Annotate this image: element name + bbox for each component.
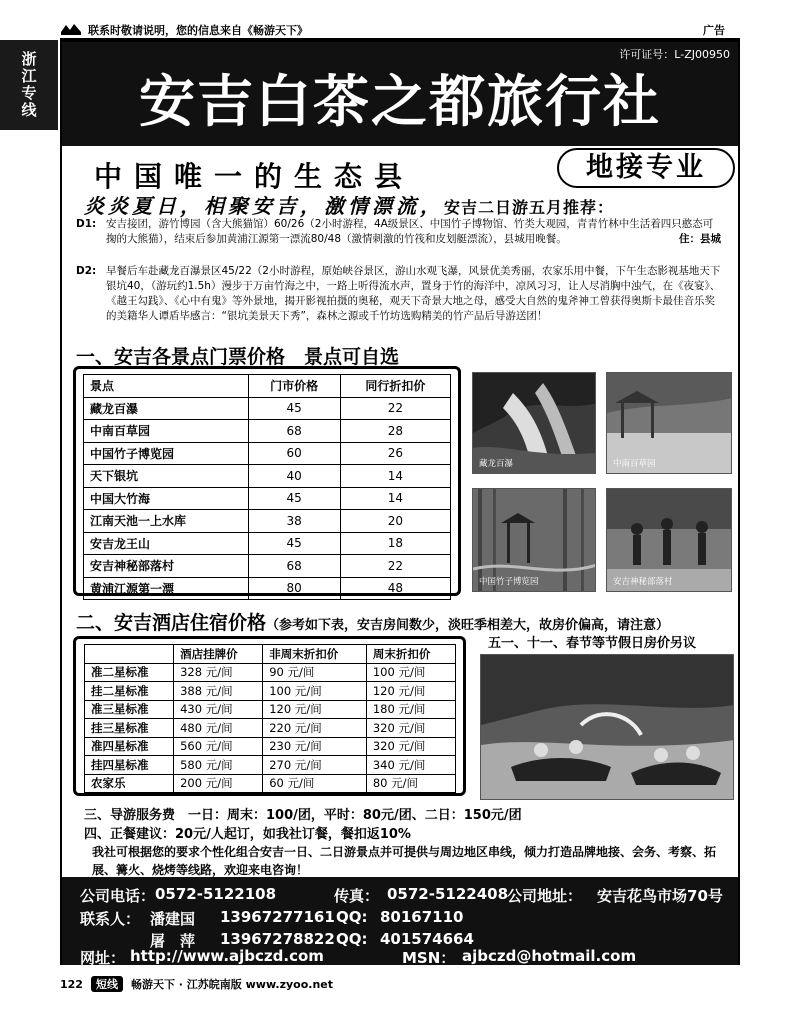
custom-tour-text: 我社可根据您的要求个性化组合安吉一日、二日游景点并可提供与周边地区串线，倾力打造品牌地接、会务、考察、拓展、篝火、烧烤等线路，欢迎来电咨询！ [92,845,717,877]
table-row [84,420,451,443]
day-text: 早餐后车赴藏龙百瀑景区45/22（2小时游程，原始峡谷景区，游山水观飞瀑，风景优美秀丽，农家乐用中餐，下午生态影视基地天下银坑40，（游玩约1.5h）漫步于万亩竹海之中，一路上听得流水声，置身于竹的海洋中，凉风习习，让人尽消胸中浊气，在《夜宴》、《越王勾践》、《心中有鬼》等外景地，揭开影视拍摄的奥秘，观天下奇景大地之母，感受大自然的鬼斧神工曾获得奥斯卡最佳音乐奖的美籍华人谭盾毕感言：“银坑美景天下秀”，森林之源或千竹坊选购精美的竹产品后导游送团！ [106,265,721,322]
contact-name-1: 潘建国 [150,910,196,928]
weekday-price: 220 元/间 [263,719,367,738]
retail-price: 60 [248,442,340,465]
table-row [84,555,451,578]
table-row [84,487,451,510]
weekend-price: 320 元/间 [366,737,455,756]
address-label: 公司地址： [507,887,583,905]
section-tickets-title: 一、安吉各景点门票价格 景点可自选 [76,346,400,368]
guide-fee: 三、导游服务费 一日：周末：100/团，平时：80元/团、二日：150元/团 [84,808,522,823]
slogan-summer-text: 炎炎夏日，相聚安吉，激情漂流， [84,194,444,218]
ticket-price-table [83,374,451,600]
side-tab: 浙江专线 [0,40,58,130]
scenic-spot-name: 安吉龙王山 [84,532,249,555]
photo-caption: 安吉神秘部落村 [613,577,673,587]
top-bar [0,0,800,40]
photo-caption: 藏龙百瀑 [479,459,514,469]
weekday-price: 230 元/间 [263,737,367,756]
retail-price: 45 [248,487,340,510]
website-label: 网址： [80,949,126,967]
phone-label: 公司电话： [80,887,156,905]
fax-label: 传真： [334,887,380,905]
agency-price: 22 [340,397,450,420]
agency-price: 20 [340,510,450,533]
listed-price: 580 元/间 [174,756,263,775]
slogan-summer [84,190,614,219]
listed-price: 200 元/间 [174,774,263,793]
retail-price: 45 [248,397,340,420]
itinerary-day1 [76,217,721,247]
photo-bamboo-park [472,488,596,592]
photo-tribal-village [606,488,732,592]
weekday-price: 270 元/间 [263,756,367,775]
address: 安吉花鸟市场70号 [597,887,723,905]
qq-number-2: 401574664 [380,930,474,948]
listed-price: 388 元/间 [174,682,263,701]
agency-price: 26 [340,442,450,465]
fax-number: 0572-5122408 [387,885,509,903]
room-standard: 挂三星标准 [85,719,174,738]
contact-phone-2: 13967278822 [220,930,335,948]
weekday-price: 90 元/间 [263,663,367,682]
table-row [85,737,456,756]
hotel-price-table [84,644,456,793]
col-header: 酒店挂牌价 [174,645,263,664]
contact-person-label: 联系人： [80,910,141,928]
msn-address[interactable]: ajbczd@hotmail.com [462,947,637,965]
table-row [85,663,456,682]
retail-price: 80 [248,577,340,600]
table-row [84,510,451,533]
weekday-price: 120 元/间 [263,700,367,719]
qq-number-1: 80167110 [380,908,464,926]
table-row [85,700,456,719]
listed-price: 328 元/间 [174,663,263,682]
ad-panel [60,40,740,965]
magazine-logo-icon [60,22,82,36]
listed-price: 560 元/间 [174,737,263,756]
table-row [84,577,451,600]
rafting-image [481,655,734,800]
page-footer [60,976,333,994]
retail-price: 68 [248,555,340,578]
table-row [84,465,451,488]
license-number: 许可证号：L-ZJ00950 [619,48,730,61]
weekend-price: 340 元/间 [366,756,455,775]
room-standard: 农家乐 [85,774,174,793]
table-row [85,756,456,775]
room-standard: 准二星标准 [85,663,174,682]
ad-tag: 广告 [703,24,725,37]
holiday-price-note: 五一、十一、春节等节假日房价另议 [488,636,697,651]
col-header: 非周末折扣价 [263,645,367,664]
day-text: 安吉接团，游竹博园（含大熊猫馆）60/26（2小时游程，4A级景区、中国竹子博物馆、竹类大观园，青青竹林中生活着四只憨态可掬的大熊猫），结束后参加黄浦江源第一漂流80/48（激情刺激的竹筏和皮划艇漂流），县城用晚餐。 [106,218,714,245]
page-number: 122 [60,978,83,991]
retail-price: 38 [248,510,340,533]
listed-price: 430 元/间 [174,700,263,719]
table-row [85,719,456,738]
scenic-spot-name: 江南天池一上水库 [84,510,249,533]
agency-price: 48 [340,577,450,600]
weekend-price: 80 元/间 [366,774,455,793]
contact-name-2: 屠 萍 [150,932,196,950]
col-header: 门市价格 [248,375,340,398]
table-row [85,774,456,793]
scenic-spot-name: 中南百草园 [84,420,249,443]
itinerary-day2 [76,264,721,324]
weekend-price: 120 元/间 [366,682,455,701]
section-hotels-note: （参考如下表，安吉房间数少，淡旺季相差大，故房价偏高，请注意） [266,618,670,633]
website-url[interactable]: http://www.ajbczd.com [130,947,324,965]
weekday-price: 100 元/间 [263,682,367,701]
contact-block [62,877,738,965]
retail-price: 40 [248,465,340,488]
table-row [84,442,451,465]
room-standard: 准三星标准 [85,700,174,719]
weekend-price: 180 元/间 [366,700,455,719]
table-row [85,682,456,701]
table-row [84,532,451,555]
scenic-spot-name: 黄浦江源第一漂 [84,577,249,600]
scenic-spot-name: 天下银坑 [84,465,249,488]
day-label: D1: [76,218,97,230]
section-hotels-title [76,608,669,635]
contact-phone-1: 13967277161 [220,908,335,926]
col-header: 同行折扣价 [340,375,450,398]
recommend-title: 安吉二日游五月推荐： [444,198,615,217]
section-hotels-title-text: 二、安吉酒店住宿价格 [76,612,267,634]
qq-label-1: QQ: [336,908,368,926]
msn-label: MSN： [402,949,456,967]
scenic-spot-name: 藏龙百瀑 [84,397,249,420]
section-tag: 短线 [91,976,123,992]
col-header [85,645,174,664]
table-row [84,397,451,420]
source-notice: 联系时敬请说明，您的信息来自《畅游天下》 [88,24,308,37]
hotel-price-box [73,636,466,796]
qq-label-2: QQ: [336,930,368,948]
slogan-eco-county: 中国唯一的生态县 [94,160,415,193]
agency-price: 28 [340,420,450,443]
stay-info: 住：县城 [679,233,721,245]
photo-caption: 中南百草园 [613,459,656,469]
col-header: 周末折扣价 [366,645,455,664]
col-header: 景点 [84,375,249,398]
photo-zhongnan-garden [606,372,732,474]
scenic-spot-name: 中国竹子博览园 [84,442,249,465]
room-standard: 挂二星标准 [85,682,174,701]
header [62,42,738,146]
weekday-price: 60 元/间 [263,774,367,793]
photo-rafting [480,654,734,800]
scenic-spot-name: 中国大竹海 [84,487,249,510]
retail-price: 45 [248,532,340,555]
table-header-row [85,645,456,664]
listed-price: 480 元/间 [174,719,263,738]
weekend-price: 100 元/间 [366,663,455,682]
agency-title: 安吉白茶之都旅行社 [139,70,661,135]
photo-caption: 中国竹子博览园 [479,577,539,587]
retail-price: 68 [248,420,340,443]
table-header-row [84,375,451,398]
day-label: D2: [76,265,97,277]
footer-text: 畅游天下 · 江苏皖南版 www.zyoo.net [130,978,334,991]
room-standard: 准四星标准 [85,737,174,756]
agency-price: 22 [340,555,450,578]
phone-number: 0572-5122108 [155,885,277,903]
ticket-price-box [73,366,461,596]
room-standard: 挂四星标准 [85,756,174,775]
agency-price: 18 [340,532,450,555]
weekend-price: 320 元/间 [366,719,455,738]
agency-price: 14 [340,487,450,510]
local-service-badge: 地接专业 [557,148,735,188]
agency-price: 14 [340,465,450,488]
meal-suggestion: 四、正餐建议：20元/人起订，如我社订餐，餐扣返10% [84,827,411,842]
scenic-spot-name: 安吉神秘部落村 [84,555,249,578]
photo-canglong-waterfall [472,372,596,474]
